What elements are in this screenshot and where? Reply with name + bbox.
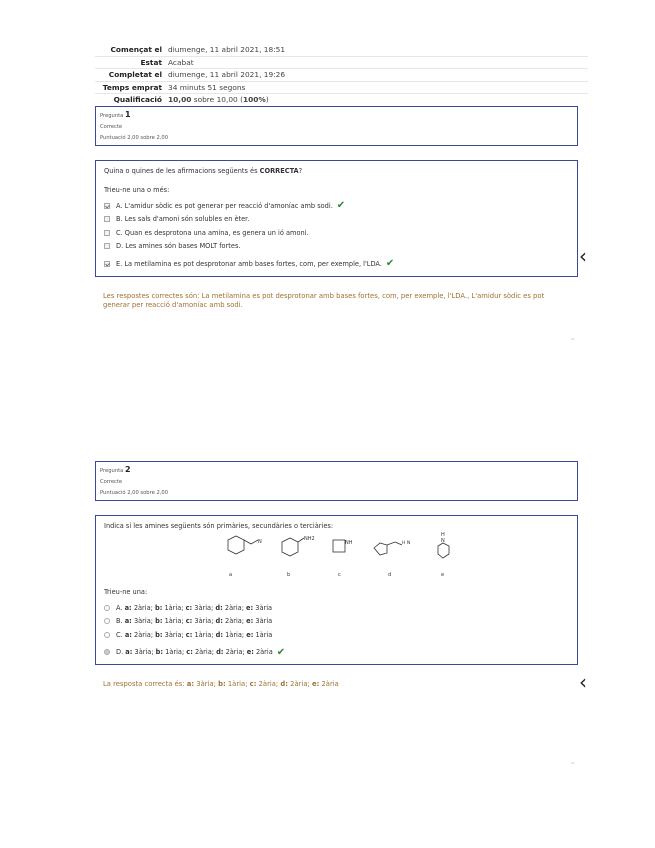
summary-table [95, 44, 588, 106]
summary-label: Començat el [110, 45, 162, 55]
question-num: 1 [124, 110, 131, 119]
answer-option[interactable] [104, 213, 569, 227]
summary-label: Qualificació [113, 95, 162, 105]
question-status: Correcte [100, 479, 123, 485]
summary-value: diumenge, 11 abril 2021, 18:51 [168, 45, 286, 55]
radio[interactable] [104, 618, 110, 624]
structure-label: e [441, 572, 445, 578]
answer-option[interactable] [104, 628, 569, 642]
option-text: A. L'amidur sòdic es pot generar per reacció d'amoníac amb sodi. [116, 201, 333, 210]
question-info-2 [95, 461, 578, 501]
grade-percent: 100% [242, 95, 266, 105]
svg-text:N: N [441, 538, 445, 544]
question-points: Puntuació 2,00 sobre 2,00 [100, 135, 169, 141]
check-icon: ✔ [276, 646, 286, 658]
summary-row [95, 82, 588, 95]
checkbox[interactable] [104, 243, 110, 249]
summary-label: Temps emprat [102, 82, 162, 92]
nh2-label: NH2 [304, 536, 315, 542]
question-content-1 [95, 160, 578, 277]
question-number [100, 110, 573, 119]
radio[interactable] [104, 605, 110, 611]
answer-option[interactable] [104, 199, 569, 213]
hn-label: H N [402, 541, 411, 546]
structure-a [218, 534, 270, 564]
summary-row [95, 69, 588, 82]
grade-value [168, 95, 269, 104]
summary-row [95, 57, 588, 70]
scroll-top-icon[interactable]: ^ [570, 338, 576, 345]
structure-d [370, 534, 420, 564]
qtext-post: ? [298, 167, 303, 175]
question-number [100, 465, 573, 474]
checkbox[interactable] [104, 203, 110, 209]
summary-value: diumenge, 11 abril 2021, 19:26 [168, 70, 286, 80]
question-info-1 [95, 106, 578, 146]
option-text: E. La metilamina es pot desprotonar amb bases fortes, com, per exemple, l'LDA. [116, 259, 382, 268]
svg-text:N: N [258, 539, 262, 545]
summary-label: Completat el [108, 70, 162, 80]
option-text: B. a: 3ària; b: 1ària; c: 3ària; d: 2ària; e: 3ària [116, 617, 273, 626]
summary-label: Estat [140, 57, 162, 67]
structure-label: b [287, 572, 291, 578]
check-icon: ✔ [385, 258, 395, 270]
grade-end: ) [265, 95, 269, 105]
answer-option[interactable] [104, 226, 569, 240]
option-text: D. Les amines són bases MOLT fortes. [116, 242, 241, 251]
option-text: D. a: 3ària; b: 1ària; c: 2ària; d: 2ària; e: 2ària [116, 648, 273, 657]
radio[interactable] [104, 649, 110, 655]
question-text [104, 167, 569, 175]
answer-option[interactable] [104, 646, 569, 660]
check-icon: ✔ [336, 200, 346, 212]
checkbox[interactable] [104, 216, 110, 222]
structure-b [276, 534, 324, 564]
structure-e [432, 530, 462, 566]
answer-prompt: Trieu-ne una: [104, 588, 148, 596]
summary-row [95, 44, 588, 57]
question-label: Pregunta [100, 468, 124, 474]
question-points: Puntuació 2,00 sobre 2,00 [100, 490, 169, 496]
question-label: Pregunta [100, 113, 124, 119]
option-text: B. Les sals d'amoni són solubles en èter. [116, 215, 250, 224]
qtext-pre: Quina o quines de les afirmacions següents és [104, 167, 260, 175]
question-num: 2 [124, 465, 131, 474]
qtext-bold: CORRECTA [259, 167, 299, 175]
option-text: C. a: 2ària; b: 3ària; c: 1ària; d: 1ària; e: 1ària [116, 630, 273, 639]
h-label: H [441, 532, 445, 538]
answer-prompt: Trieu-ne una o més: [104, 186, 170, 194]
checkbox[interactable] [104, 230, 110, 236]
structure-c [330, 534, 356, 564]
nh-label: NH [345, 540, 353, 546]
question-text: Indica si les amines següents són primàries, secundàries o terciàries: [104, 522, 334, 530]
chevron-left-icon[interactable]: ‹ [579, 670, 587, 694]
feedback-text: La resposta correcta és: a: 3ària; b: 1ària; c: 2ària; d: 2ària; e: 2ària [103, 680, 339, 688]
structure-label: c [338, 572, 341, 578]
answer-option[interactable] [104, 240, 569, 254]
feedback-text: Les respostes correctes són: La metilamina es pot desprotonar amb bases fortes, com, per exemple, l'LDA., L'amidur sòdic es pot generar per reacció d'amoníac amb sodi. [103, 292, 545, 309]
scroll-top-icon[interactable]: ^ [570, 762, 576, 769]
structure-label: a [229, 572, 233, 578]
option-text: C. Quan es desprotona una amina, es genera un ió amoni. [116, 228, 309, 237]
grade-mid: sobre 10,00 ( [191, 95, 243, 105]
question-status: Correcte [100, 124, 123, 130]
answer-option[interactable] [104, 615, 569, 629]
summary-value: 34 minuts 51 segons [168, 82, 246, 92]
chevron-left-icon[interactable]: ‹ [579, 244, 587, 268]
summary-value: Acabat [168, 57, 194, 67]
option-text: A. a: 2ària; b: 1ària; c: 3ària; d: 2ària; e: 3ària [116, 603, 273, 612]
grade-bold: 10,00 [168, 95, 192, 105]
answer-option[interactable] [104, 601, 569, 615]
radio[interactable] [104, 632, 110, 638]
answer-option[interactable] [104, 257, 569, 271]
summary-row [95, 94, 588, 106]
checkbox[interactable] [104, 261, 110, 267]
structure-label: d [388, 572, 392, 578]
